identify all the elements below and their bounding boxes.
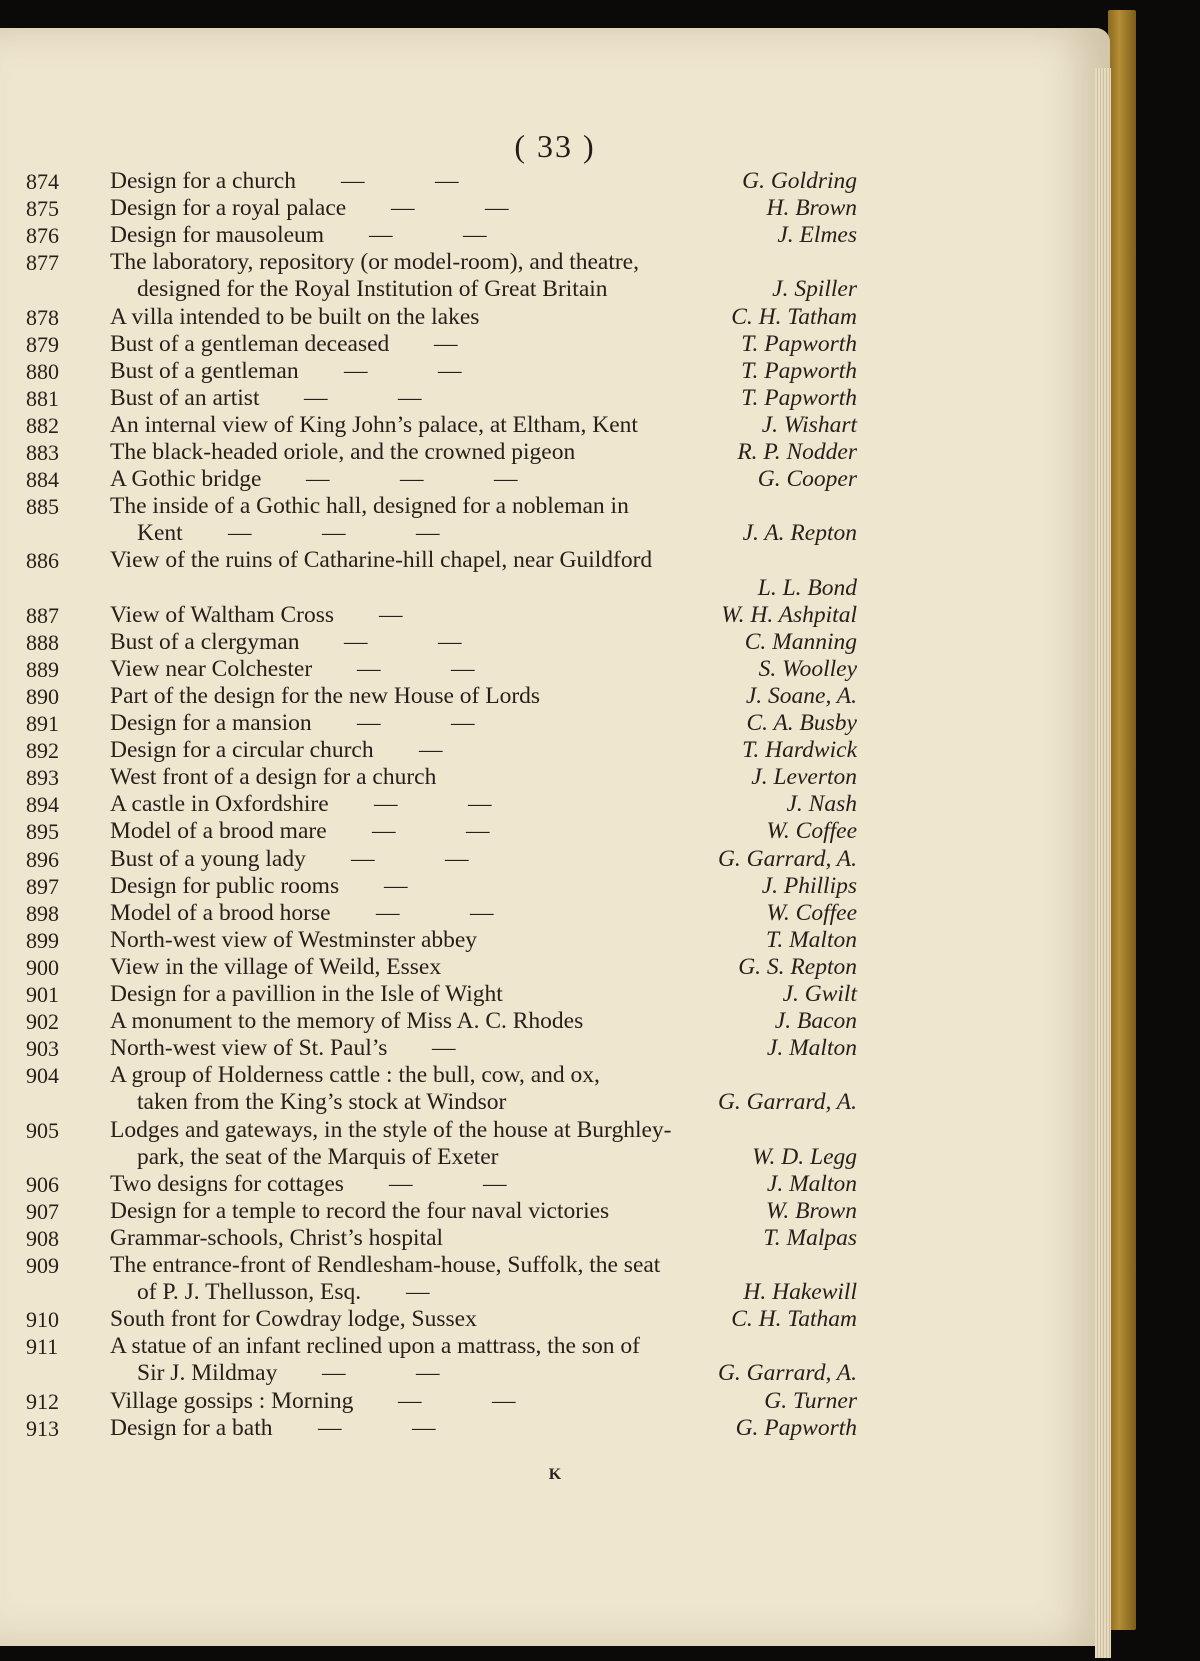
catalogue-entry-line <box>0 304 1110 331</box>
entry-number: 906 <box>26 1171 59 1197</box>
entry-number: 877 <box>26 250 59 276</box>
entry-artist: C. H. Tatham <box>731 303 857 330</box>
leader-dashes: — — <box>344 628 462 655</box>
catalogue-entry-line <box>0 737 1110 764</box>
catalogue-entry-line <box>0 1360 1110 1387</box>
entry-number: 911 <box>26 1334 59 1360</box>
leader-dashes: — — <box>389 1170 507 1197</box>
leader-dashes: — — <box>344 357 462 384</box>
entry-title: A monument to the memory of Miss A. C. Rhodes <box>110 1008 584 1035</box>
catalogue-entry-line <box>0 818 1110 845</box>
leader-dashes: — — <box>304 384 422 411</box>
catalogue-entry-line <box>0 276 1110 303</box>
entry-artist: G. Cooper <box>757 466 857 493</box>
entry-number: 891 <box>26 711 59 736</box>
entry-title: View of Waltham Cross <box>110 601 335 628</box>
entry-artist: J. Wishart <box>761 411 857 438</box>
entry-artist: J. Malton <box>766 1170 857 1197</box>
leader-dashes: — — <box>376 899 494 926</box>
entry-title: A villa intended to be built on the lakes <box>110 303 480 330</box>
leader-dashes: — <box>434 330 458 357</box>
catalogue-entry-line <box>0 656 1110 683</box>
entry-title: North-west view of St. Paul’s <box>110 1035 388 1062</box>
entry-title: Design for a pavillion in the Isle of Wight <box>110 981 503 1007</box>
leader-dashes: — — <box>351 845 469 872</box>
entry-number: 913 <box>26 1415 59 1441</box>
entry-artist: T. Hardwick <box>742 737 857 764</box>
entry-artist: G. Garrard, A. <box>717 1360 857 1387</box>
entry-number: 904 <box>26 1063 59 1089</box>
entry-artist: W. D. Legg <box>752 1143 857 1170</box>
leader-dashes: — — — <box>306 466 518 493</box>
entry-title: Design for a temple to record the four naval victories <box>110 1197 610 1224</box>
catalogue-entry-line <box>0 439 1110 466</box>
catalogue-entry-line <box>0 1333 1110 1360</box>
entry-title: View near Colchester <box>110 655 313 682</box>
entry-number: 882 <box>26 412 59 438</box>
entry-number: 887 <box>26 602 59 628</box>
catalogue-entry-line <box>0 222 1110 249</box>
entry-number: 902 <box>26 1009 59 1035</box>
entry-title: Part of the design for the new House of Lords <box>110 682 541 709</box>
entry-artist: J. Spiller <box>772 276 857 303</box>
entry-number: 905 <box>26 1117 59 1143</box>
entry-number: 897 <box>26 873 59 899</box>
entry-number: 890 <box>26 683 59 709</box>
entry-artist: L. L. Bond <box>757 574 857 601</box>
entry-artist: W. Brown <box>766 1197 857 1224</box>
entry-artist: J. Gwilt <box>782 981 857 1007</box>
entry-artist: J. Malton <box>766 1035 857 1062</box>
catalogue-entry-line <box>0 629 1110 656</box>
entry-artist: W. Coffee <box>766 818 857 845</box>
entry-title: Bust of an artist <box>110 384 260 411</box>
catalogue-entry-line <box>0 1198 1110 1225</box>
entry-title: North-west view of Westminster abbey <box>110 926 478 953</box>
entry-number: 879 <box>26 331 59 357</box>
entry-title: Lodges and gateways, in the style of the house at Burghley- <box>110 1116 672 1143</box>
entry-number: 886 <box>26 548 59 574</box>
entry-number: 884 <box>26 467 59 493</box>
entry-number: 909 <box>26 1253 59 1278</box>
entry-title: The entrance-front of Rendlesham-house, Suffolk, the seat <box>110 1252 661 1278</box>
entry-artist: W. H. Ashpital <box>721 601 857 628</box>
catalogue-entry-line <box>0 954 1110 981</box>
entry-title: Design for mausoleum <box>110 222 325 249</box>
entry-title: Two designs for cottages <box>110 1170 344 1197</box>
entry-artist: J. Leverton <box>751 764 857 791</box>
leader-dashes: — <box>432 1035 456 1062</box>
entry-title: Bust of a clergyman <box>110 628 300 655</box>
leader-dashes: — — <box>341 168 459 194</box>
entry-title: Model of a brood mare <box>110 818 327 845</box>
catalogue-entry-line <box>0 520 1110 547</box>
entry-title: Sir J. Mildmay <box>137 1360 278 1387</box>
catalogue-entry-line <box>0 547 1110 574</box>
catalogue-entry-line <box>0 1225 1110 1252</box>
entry-artist: T. Papworth <box>741 357 857 384</box>
entry-artist: J. A. Repton <box>742 520 857 547</box>
catalogue-entry-line <box>0 683 1110 710</box>
entry-number: 898 <box>26 900 59 926</box>
entry-title: park, the seat of the Marquis of Exeter <box>137 1143 499 1170</box>
entry-artist: C. A. Busby <box>746 710 857 736</box>
entry-number: 885 <box>26 494 59 520</box>
entry-title: Model of a brood horse <box>110 899 331 926</box>
entry-artist: J. Elmes <box>777 222 857 249</box>
leader-dashes: — — <box>391 195 509 222</box>
entry-title: Design for a royal palace <box>110 195 347 222</box>
catalogue-entry-line <box>0 602 1110 629</box>
entry-title: Bust of a young lady <box>110 845 306 872</box>
entry-title: Grammar-schools, Christ’s hospital <box>110 1224 444 1251</box>
catalogue-entry-line <box>0 1388 1110 1415</box>
leader-dashes: — — <box>369 222 487 249</box>
entry-number: 881 <box>26 385 59 411</box>
entry-title: taken from the King’s stock at Windsor <box>137 1089 507 1116</box>
entry-number: 878 <box>26 304 59 330</box>
entry-title: Design for a circular church <box>110 737 374 764</box>
catalogue-entry-line <box>0 1279 1110 1306</box>
entry-number: 874 <box>26 169 59 194</box>
entry-artist: G. Garrard, A. <box>717 845 857 872</box>
entry-title: West front of a design for a church <box>110 764 437 791</box>
entry-number: 888 <box>26 629 59 655</box>
entry-title: Design for a church <box>110 168 296 194</box>
entry-title: of P. J. Thellusson, Esq. <box>137 1279 362 1306</box>
leader-dashes: — — <box>372 818 490 845</box>
entry-title: Kent <box>137 520 183 547</box>
catalogue-entry-line <box>0 900 1110 927</box>
entry-artist: W. Coffee <box>766 899 857 926</box>
catalogue-entry-line <box>0 1062 1110 1089</box>
entry-artist: J. Phillips <box>761 872 857 899</box>
entry-number: 910 <box>26 1307 59 1333</box>
entry-number: 896 <box>26 846 59 872</box>
entry-title: View of the ruins of Catharine-hill chapel, near Guildford <box>110 547 653 574</box>
entry-title: Design for a bath <box>110 1414 273 1441</box>
entry-number: 892 <box>26 738 59 764</box>
entry-title: The black-headed oriole, and the crowned pigeon <box>110 439 576 465</box>
catalogue-entry-line <box>0 764 1110 791</box>
entry-artist: G. Garrard, A. <box>717 1089 857 1116</box>
catalogue-entry-line <box>0 412 1110 439</box>
catalogue-entry-line <box>0 331 1110 358</box>
entry-artist: J. Nash <box>786 791 857 818</box>
catalogue-entry-line <box>0 710 1110 737</box>
catalogue-entry-line <box>0 1035 1110 1062</box>
entry-number: 901 <box>26 982 59 1007</box>
signature-mark: K <box>548 1466 562 1483</box>
catalogue-entry-line <box>0 873 1110 900</box>
entry-title: The inside of a Gothic hall, designed for a nobleman in <box>110 493 629 520</box>
entry-artist: H. Brown <box>766 195 857 222</box>
entry-title: Design for public rooms <box>110 872 340 899</box>
catalogue-entry-line <box>0 927 1110 954</box>
entry-artist: H. Hakewill <box>743 1279 857 1306</box>
entry-artist: G. Turner <box>764 1387 857 1414</box>
entry-number: 895 <box>26 819 59 845</box>
entry-number: 894 <box>26 792 59 818</box>
leader-dashes: — — <box>374 791 492 818</box>
entry-artist: T. Malton <box>766 926 857 953</box>
entry-artist: T. Papworth <box>741 384 857 411</box>
entry-number: 876 <box>26 223 59 249</box>
book-binding <box>1108 10 1136 1630</box>
entry-title: View in the village of Weild, Essex <box>110 953 442 980</box>
entry-number: 883 <box>26 440 59 465</box>
entry-title: Village gossips : Morning <box>110 1387 354 1414</box>
leader-dashes: — <box>406 1279 430 1306</box>
entry-artist: T. Papworth <box>741 330 857 357</box>
catalogue-entry-line <box>0 1306 1110 1333</box>
entry-title: A group of Holderness cattle : the bull, cow, and ox, <box>110 1062 600 1089</box>
leader-dashes: — — <box>357 655 475 682</box>
entry-number: 875 <box>26 196 59 222</box>
catalogue-entry-line <box>0 1171 1110 1198</box>
entry-number: 893 <box>26 765 59 791</box>
entry-number: 907 <box>26 1198 59 1224</box>
entry-title: A Gothic bridge <box>110 466 262 493</box>
leader-dashes: — — — <box>228 520 440 547</box>
entry-artist: C. Manning <box>744 628 857 655</box>
entry-title: Design for a mansion <box>110 710 312 736</box>
catalogue-entry-line <box>0 195 1110 222</box>
catalogue-entry-line <box>0 466 1110 493</box>
entry-title: Bust of a gentleman deceased <box>110 330 390 357</box>
entry-number: 912 <box>26 1388 59 1414</box>
page-number: ( 33 ) <box>514 128 596 164</box>
catalogue-entry-line <box>0 249 1110 276</box>
catalogue-entry-line <box>0 1415 1110 1442</box>
entry-number: 889 <box>26 656 59 682</box>
entry-title: A statue of an infant reclined upon a mattrass, the son of <box>110 1333 640 1360</box>
catalogue-entry-line <box>0 385 1110 412</box>
catalogue-page <box>0 28 1110 1646</box>
catalogue-entry-line <box>0 1008 1110 1035</box>
entry-artist: T. Malpas <box>763 1224 857 1251</box>
entry-title: An internal view of King John’s palace, at Eltham, Kent <box>110 411 638 438</box>
catalogue-entry-line <box>0 493 1110 520</box>
leader-dashes: — — <box>322 1360 440 1387</box>
leader-dashes: — <box>384 872 408 899</box>
entry-title: South front for Cowdray lodge, Sussex <box>110 1306 477 1333</box>
catalogue-entry-line <box>0 981 1110 1008</box>
entry-title: Bust of a gentleman <box>110 357 299 384</box>
catalogue-entry-line <box>0 358 1110 385</box>
catalogue-entry-line <box>0 846 1110 873</box>
catalogue-entry-line <box>0 168 1110 195</box>
entry-artist: S. Woolley <box>758 655 857 682</box>
entry-title: designed for the Royal Institution of Great Britain <box>137 276 608 303</box>
leader-dashes: — <box>379 601 403 628</box>
entry-artist: J. Soane, A. <box>745 682 857 709</box>
entry-number: 880 <box>26 358 59 384</box>
catalogue-entry-line <box>0 1089 1110 1116</box>
entry-number: 903 <box>26 1036 59 1062</box>
entry-artist: G. Goldring <box>742 168 857 194</box>
leader-dashes: — — <box>398 1387 516 1414</box>
leader-dashes: — — <box>318 1414 436 1441</box>
catalogue-entry-line <box>0 1117 1110 1144</box>
entry-number: 899 <box>26 927 59 953</box>
catalogue-entry-line <box>0 1144 1110 1171</box>
entry-artist: G. Papworth <box>735 1414 857 1441</box>
catalogue-entry-line <box>0 575 1110 602</box>
leader-dashes: — — <box>357 710 475 736</box>
catalogue-entry-line <box>0 791 1110 818</box>
entry-artist: G. S. Repton <box>738 953 857 980</box>
entry-number: 908 <box>26 1225 59 1251</box>
entry-artist: R. P. Nodder <box>737 439 857 465</box>
catalogue-entry-line <box>0 1252 1110 1279</box>
entry-title: A castle in Oxfordshire <box>110 791 329 818</box>
entry-title: The laboratory, repository (or model-room), and theatre, <box>110 249 639 276</box>
entry-artist: C. H. Tatham <box>731 1306 857 1333</box>
entry-artist: J. Bacon <box>774 1008 857 1035</box>
leader-dashes: — <box>419 737 443 764</box>
entry-number: 900 <box>26 954 59 980</box>
